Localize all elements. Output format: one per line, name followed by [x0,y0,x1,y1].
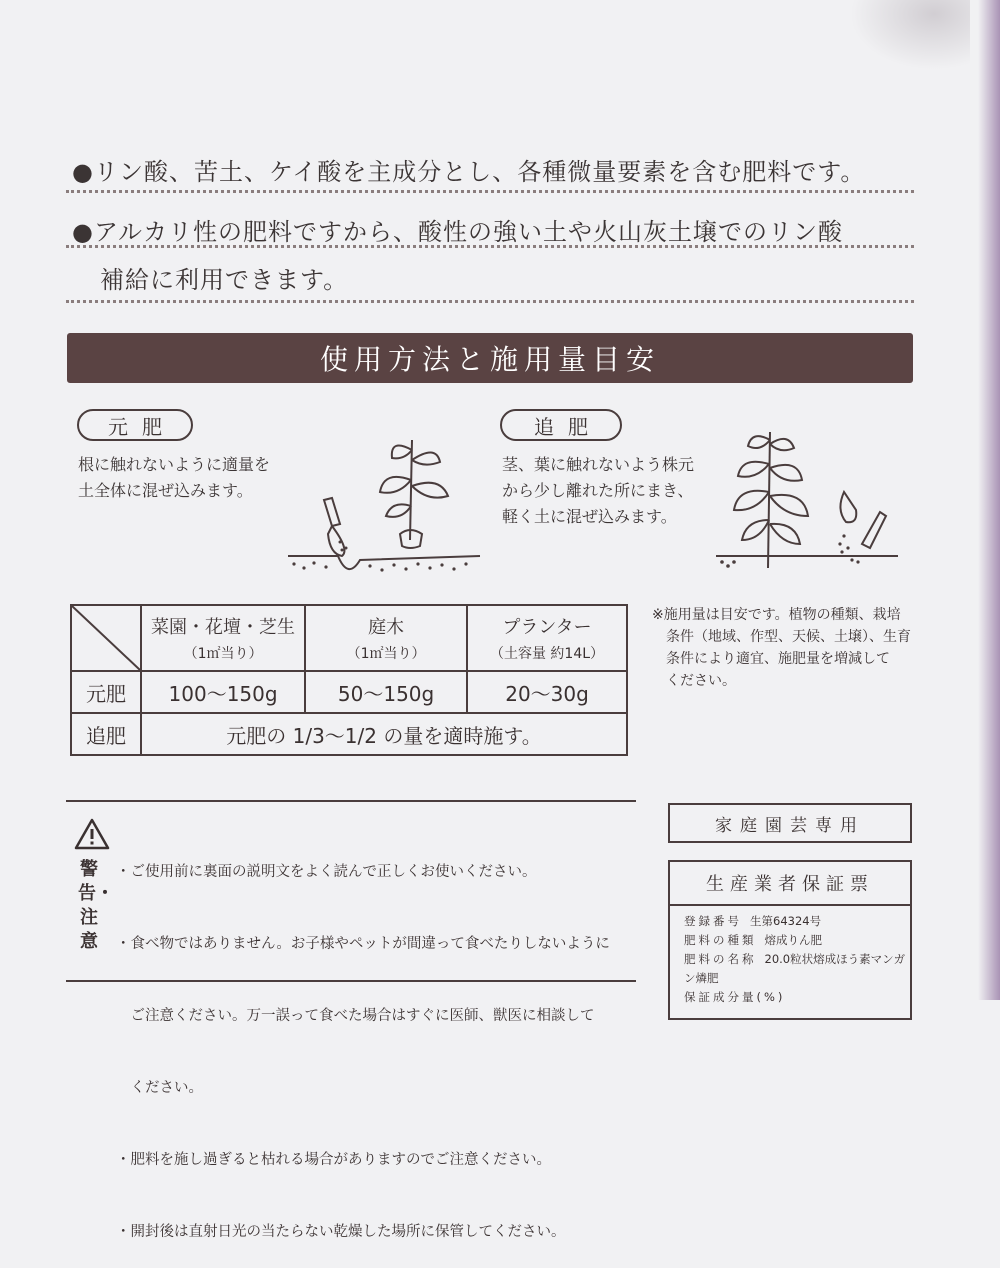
diagonal-line-icon [72,606,140,670]
table-cell: 元肥の 1/3〜1/2 の量を適時施す。 [141,713,627,755]
garden-use-box: 家庭園芸専用 [668,803,912,843]
certificate-value: 生第64324号 [750,914,822,928]
warning-line: ・食べ物ではありません。お子様やペットが間違って食べたりしないように [116,936,610,952]
warning-line: ください。 [116,1080,203,1096]
header-sub: （土容量 約14L） [489,646,605,662]
table-row [71,713,627,755]
table-cell: 20〜30g [467,671,627,713]
guarantee-certificate [668,860,912,1020]
table-corner [71,605,141,671]
top-dressing-illustration [712,420,902,580]
bullet-line-2: ●アルカリ性の肥料ですから、酸性の強い土や火山灰土壌でのリン酸 [72,218,843,246]
header-label: 菜園・花壇・芝生 [151,617,296,638]
certificate-key: 保証成分量(%) [684,990,786,1004]
certificate-value: 20.0粒状熔成ほう素マンガン燐肥 [684,952,906,985]
basal-text: 根に触れないように適量を 土全体に混ぜ込みます。 [78,455,271,500]
certificate-value: 熔成りん肥 [764,933,822,947]
row-label: 追肥 [71,713,141,755]
shadow [850,0,970,70]
basal-illustration [280,430,490,580]
row-label: 元肥 [71,671,141,713]
certificate-title: 生産業者保証票 [670,862,910,906]
table-header [141,605,305,671]
package-edge [978,0,1000,1000]
top-dressing-text: 茎、葉に触れないよう株元 から少し離れた所にまき、 軽く土に混ぜ込みます。 [502,455,695,526]
dotted-divider [66,300,914,303]
section-banner: 使用方法と施用量目安 [67,333,913,383]
application-rate-table [70,604,628,756]
bullet-line-3: 補給に利用できます。 [100,266,349,294]
header-sub: （1㎡当り） [183,646,263,662]
dotted-divider [66,245,914,248]
certificate-row [684,950,910,988]
basal-label: 元肥 [77,409,193,441]
warning-label: 警告・注意 [78,859,114,952]
certificate-key: 肥料の名称 [684,952,757,966]
certificate-key: 肥料の種類 [684,933,757,947]
table-row [71,671,627,713]
table-header [467,605,627,671]
warning-icon [74,818,110,850]
bullet-line-1: ●リン酸、苦土、ケイ酸を主成分とし、各種微量要素を含む肥料です。 [72,158,866,186]
table-cell: 50〜150g [305,671,467,713]
warning-text [116,812,610,1268]
dotted-divider [66,190,914,193]
top-dressing-label: 追肥 [500,409,622,441]
warning-line: ・開封後は直射日光の当たらない乾燥した場所に保管してください。 [116,1224,566,1240]
header-sub: （1㎡当り） [346,646,426,662]
divider [66,980,636,982]
warning-line: ご注意ください。万一誤って食べた場合はすぐに医師、獣医に相談して [116,1008,595,1024]
table-cell: 100〜150g [141,671,305,713]
header-label: プランター [502,617,592,638]
application-note: ※施用量は目安です。植物の種類、栽培 条件（地域、作型、天候、土壌）、生育 条件により適宜、施肥量を増減して ください。 [652,607,911,689]
certificate-key: 登録番号 [684,914,742,928]
header-label: 庭木 [368,617,405,638]
certificate-row [684,912,910,931]
divider [66,800,636,802]
certificate-row [684,988,910,1007]
table-header [305,605,467,671]
warning-line: ・肥料を施し過ぎると枯れる場合がありますのでご注意ください。 [116,1152,551,1168]
warning-line: ・ご使用前に裏面の説明文をよく読んで正しくお使いください。 [116,864,537,880]
certificate-row [684,931,910,950]
